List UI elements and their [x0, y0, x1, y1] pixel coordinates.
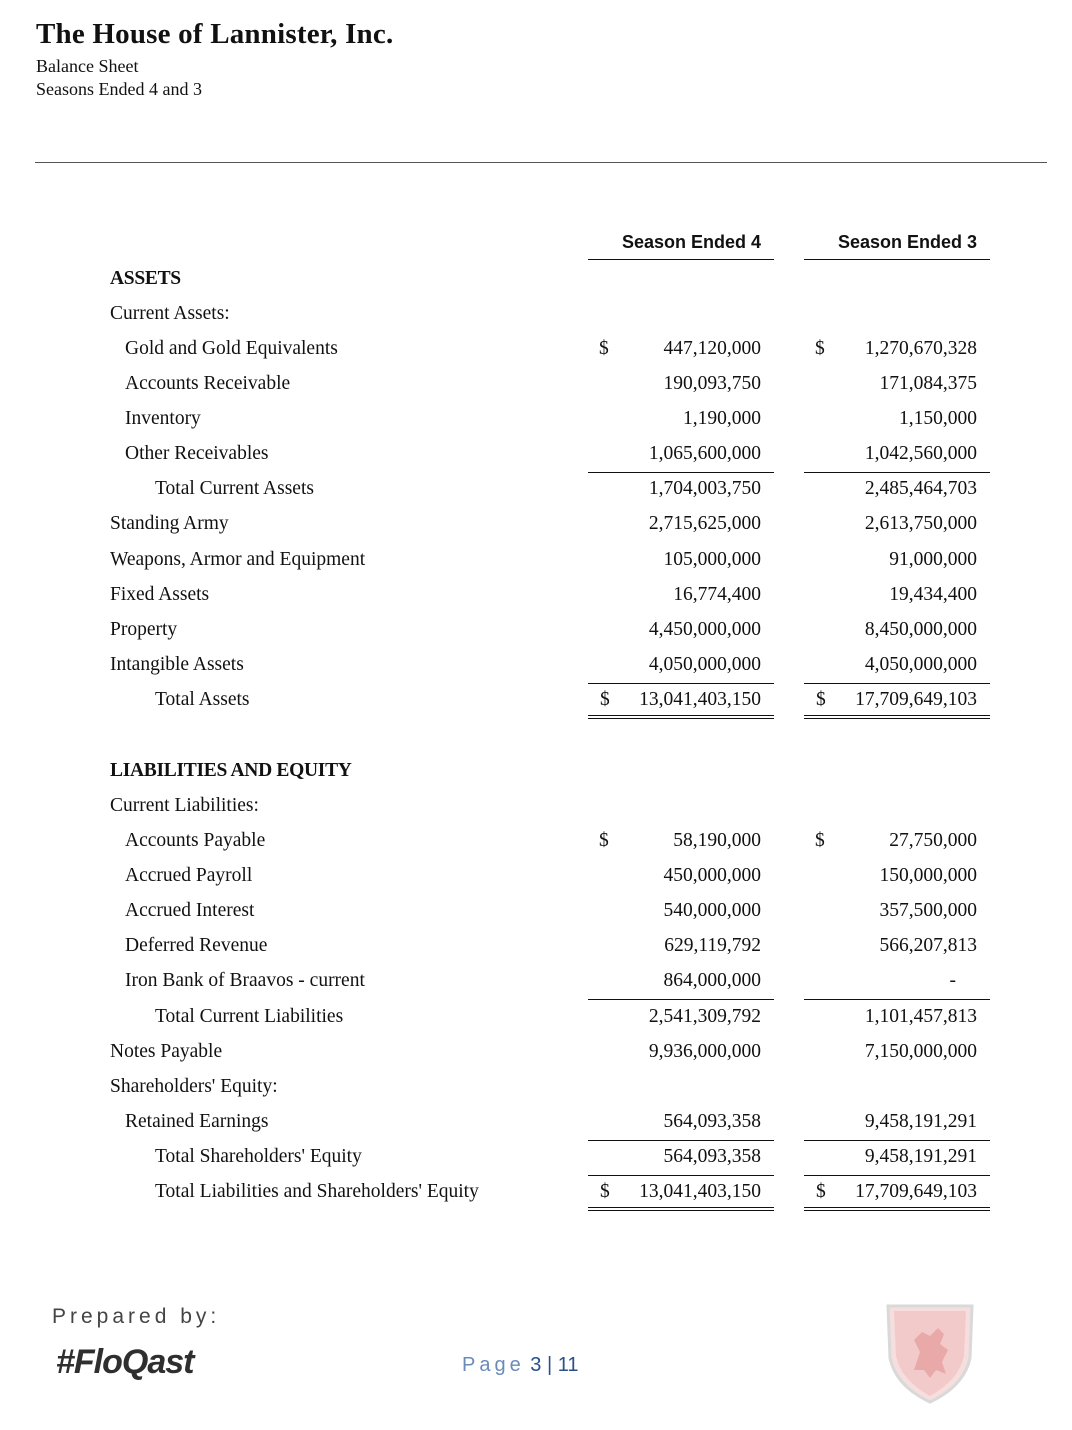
currency-symbol: $	[599, 338, 609, 359]
table-row	[0, 825, 1072, 860]
table-row	[0, 1036, 1072, 1071]
value-season-3: 2,613,750,000	[864, 513, 977, 534]
currency-symbol: $	[599, 830, 609, 851]
table-row	[0, 1106, 1072, 1141]
table-row	[0, 368, 1072, 403]
value-season-4: 540,000,000	[663, 900, 761, 921]
value-season-3: 1,150,000	[899, 408, 977, 429]
row-label: Iron Bank of Braavos - current	[125, 970, 365, 991]
section-title: ASSETS	[110, 268, 181, 289]
currency-symbol: $	[816, 1181, 826, 1202]
subsection-title: Current Assets:	[110, 303, 230, 324]
report-period: Seasons Ended 4 and 3	[36, 79, 202, 99]
row-label: Notes Payable	[110, 1041, 223, 1062]
lion-crest-icon	[884, 1300, 976, 1404]
currency-symbol: $	[600, 689, 610, 710]
value-season-4: 564,093,358	[663, 1146, 761, 1167]
value-season-4: 864,000,000	[663, 970, 761, 991]
row-label: Retained Earnings	[125, 1111, 269, 1132]
value-season-4: 629,119,792	[664, 935, 761, 956]
table-row	[0, 579, 1072, 614]
value-season-4: 1,704,003,750	[648, 478, 761, 499]
table-row	[0, 403, 1072, 438]
value-season-4: 447,120,000	[663, 338, 761, 359]
table-row	[0, 1141, 1072, 1176]
value-season-3: 150,000,000	[879, 865, 977, 886]
report-title: Balance Sheet	[36, 56, 139, 76]
table-row	[0, 1001, 1072, 1036]
floqast-logo: #FloQast	[56, 1343, 194, 1381]
value-season-4: 13,041,403,150	[639, 689, 761, 710]
subsection-title: Current Liabilities:	[110, 795, 259, 816]
value-season-4: 564,093,358	[663, 1111, 761, 1132]
assets-section-row	[0, 263, 1072, 298]
table-row	[0, 895, 1072, 930]
row-label: Total Current Liabilities	[155, 1006, 344, 1027]
row-label: Total Liabilities and Shareholders' Equity	[155, 1181, 479, 1202]
value-season-3: 1,270,670,328	[864, 338, 977, 359]
value-season-3: 1,042,560,000	[864, 443, 977, 464]
row-label: Accounts Payable	[125, 830, 266, 851]
value-season-3: 8,450,000,000	[864, 619, 977, 640]
row-label: Total Assets	[155, 689, 250, 710]
value-season-3: 566,207,813	[879, 935, 977, 956]
equity-heading-row	[0, 1071, 1072, 1106]
table-row	[0, 1176, 1072, 1211]
table-row	[0, 930, 1072, 965]
page-number	[462, 1354, 579, 1377]
value-season-4: 2,541,309,792	[648, 1006, 761, 1027]
table-row	[0, 438, 1072, 473]
page-word: Page	[462, 1354, 525, 1376]
value-season-3: 171,084,375	[879, 373, 977, 394]
row-label: Total Current Assets	[155, 478, 314, 499]
value-season-4: 4,050,000,000	[648, 654, 761, 675]
section-title: LIABILITIES AND EQUITY	[110, 760, 352, 781]
currency-symbol: $	[816, 689, 826, 710]
column-header-season-4: Season Ended 4	[588, 232, 774, 260]
page-total: 11	[557, 1354, 579, 1376]
value-season-4: 58,190,000	[673, 830, 761, 851]
row-label: Weapons, Armor and Equipment	[110, 549, 366, 570]
table-row	[0, 965, 1072, 1000]
value-season-4: 105,000,000	[663, 549, 761, 570]
currency-symbol: $	[815, 338, 825, 359]
prepared-by-label: Prepared by:	[52, 1305, 221, 1328]
row-label: Standing Army	[110, 513, 229, 534]
row-label: Deferred Revenue	[125, 935, 268, 956]
value-season-3: 19,434,400	[889, 584, 977, 605]
value-season-4: 16,774,400	[673, 584, 761, 605]
value-season-3: 9,458,191,291	[864, 1111, 977, 1132]
row-label: Accrued Payroll	[125, 865, 253, 886]
value-season-4: 1,065,600,000	[648, 443, 761, 464]
value-season-4: 2,715,625,000	[648, 513, 761, 534]
row-label: Total Shareholders' Equity	[155, 1146, 362, 1167]
value-season-4: 450,000,000	[663, 865, 761, 886]
column-header-season-3: Season Ended 3	[804, 232, 990, 260]
row-label: Other Receivables	[125, 443, 269, 464]
value-season-3: 1,101,457,813	[864, 1006, 977, 1027]
value-season-3: 17,709,649,103	[855, 1181, 977, 1202]
row-label: Property	[110, 619, 178, 640]
value-season-4: 9,936,000,000	[648, 1041, 761, 1062]
table-row	[0, 614, 1072, 649]
header-divider	[35, 162, 1047, 163]
value-season-4: 4,450,000,000	[648, 619, 761, 640]
value-season-3: 17,709,649,103	[855, 689, 977, 710]
page-separator: |	[546, 1354, 553, 1376]
value-season-4: 13,041,403,150	[639, 1181, 761, 1202]
current-assets-heading-row	[0, 298, 1072, 333]
company-name: The House of Lannister, Inc.	[36, 18, 394, 50]
row-label: Gold and Gold Equivalents	[125, 338, 338, 359]
currency-symbol: $	[600, 1181, 610, 1202]
value-season-3: 7,150,000,000	[864, 1041, 977, 1062]
value-season-3: 9,458,191,291	[864, 1146, 977, 1167]
table-row	[0, 333, 1072, 368]
value-season-4: 190,093,750	[663, 373, 761, 394]
row-label: Accounts Receivable	[125, 373, 291, 394]
table-row	[0, 860, 1072, 895]
table-row	[0, 649, 1072, 684]
row-label: Fixed Assets	[110, 584, 210, 605]
page-current: 3	[530, 1354, 542, 1376]
row-label: Accrued Interest	[125, 900, 255, 921]
value-season-3: 91,000,000	[889, 549, 977, 570]
table-row	[0, 473, 1072, 508]
liabilities-section-row	[0, 755, 1072, 790]
table-row	[0, 544, 1072, 579]
current-liabilities-heading-row	[0, 790, 1072, 825]
currency-symbol: $	[815, 830, 825, 851]
value-season-3: 357,500,000	[879, 900, 977, 921]
subsection-title: Shareholders' Equity:	[110, 1076, 278, 1097]
value-season-3: 2,485,464,703	[864, 478, 977, 499]
row-label: Intangible Assets	[110, 654, 244, 675]
value-season-3: 27,750,000	[889, 830, 977, 851]
row-label: Inventory	[125, 408, 201, 429]
value-season-3: -	[949, 970, 956, 991]
value-season-4: 1,190,000	[683, 408, 761, 429]
value-season-3: 4,050,000,000	[864, 654, 977, 675]
table-row	[0, 508, 1072, 543]
table-row	[0, 684, 1072, 719]
